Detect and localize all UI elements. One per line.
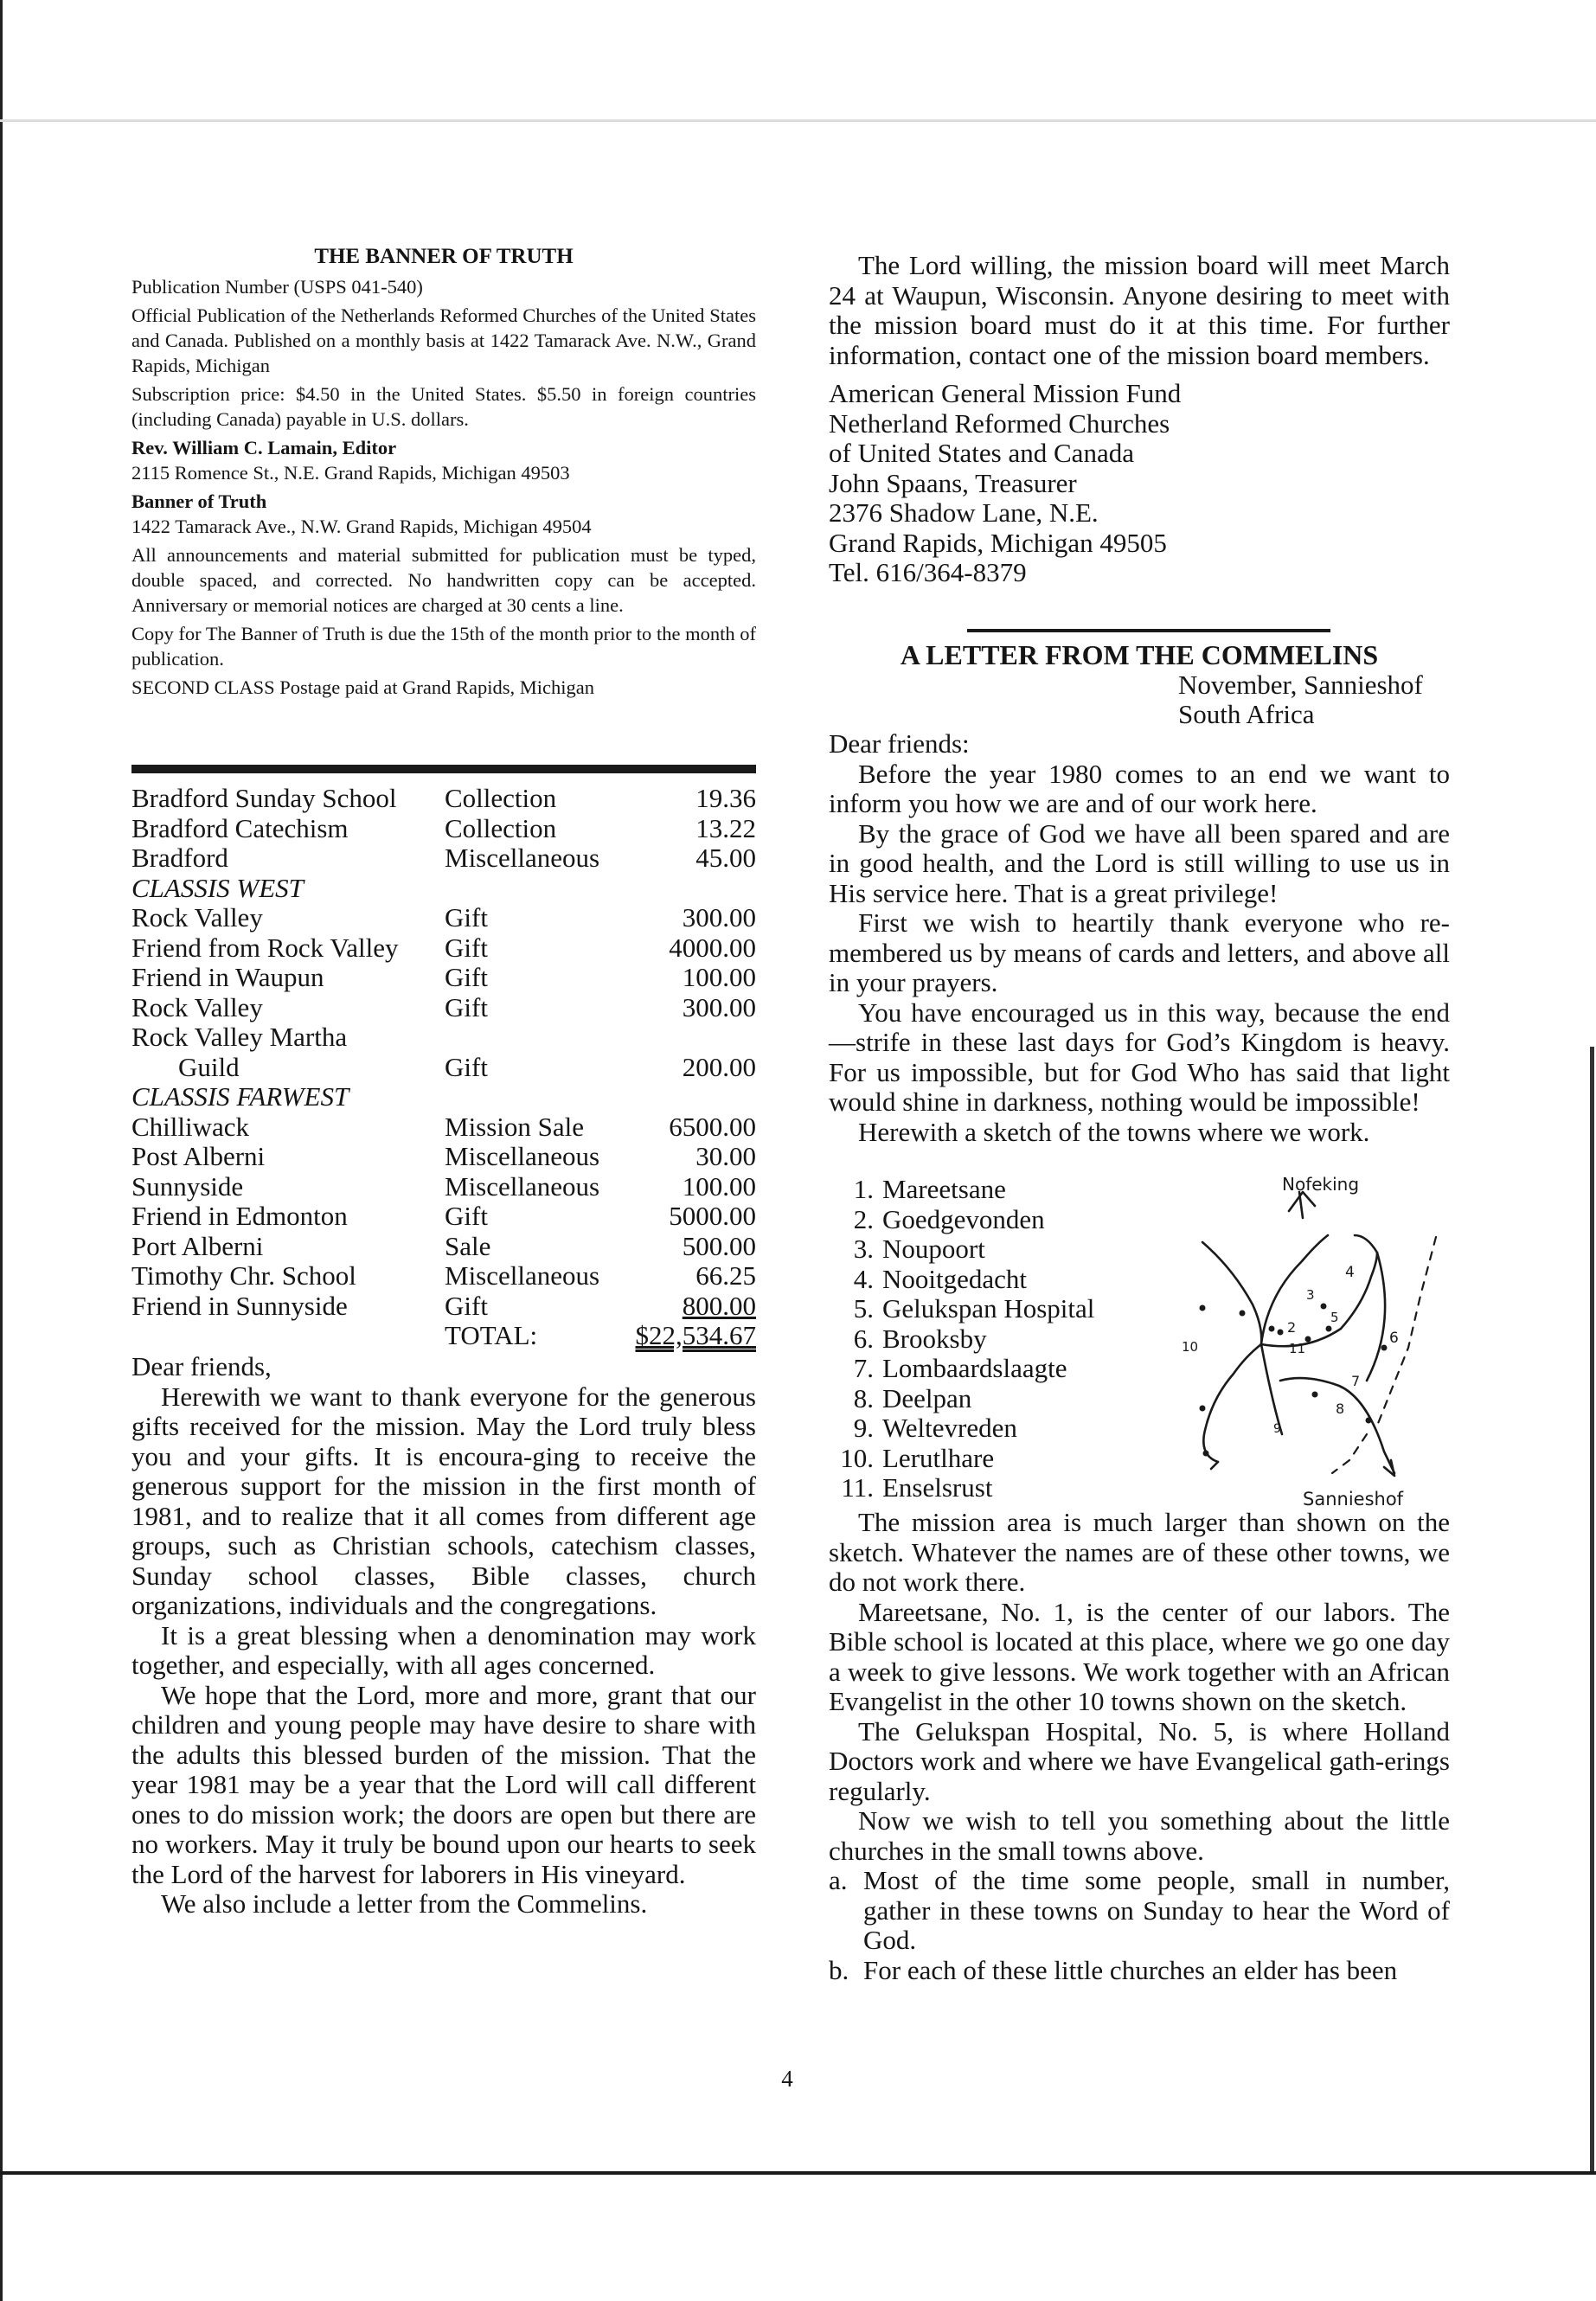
donation-amount <box>626 1022 756 1053</box>
sketch-dashed-road <box>1377 1237 1436 1426</box>
commelins-letter-head <box>829 640 1450 730</box>
town-name: Goedgevonden <box>882 1203 1045 1234</box>
donor-name: Timothy Chr. School <box>131 1260 356 1291</box>
donation-type: Miscellaneous <box>445 1260 600 1291</box>
donor-name: Port Alberni <box>131 1230 264 1261</box>
left-letter-paragraph: It is a great blessing when a denomination may work together, and especially, with all ages concerned. <box>131 1619 756 1680</box>
sketch-road <box>1202 1242 1261 1344</box>
town-name: Enselsrust <box>882 1472 993 1503</box>
donation-amount: 4000.00 <box>669 932 756 963</box>
sketch-south-label: Sannieshof <box>1303 1489 1404 1509</box>
total-spacer <box>131 1321 445 1351</box>
page-right-edge <box>1590 1047 1594 2171</box>
town-name: Brooksby <box>882 1323 987 1354</box>
donation-type: Gift <box>445 1051 488 1082</box>
commelins-paragraph: Mareetsane, No. 1, is the center of our labors. The Bible school is located at this place, where we go one day a week to give lessons. We work together with an African Evangelist in the other 10 towns shown on the sketch. <box>829 1596 1450 1716</box>
commelins-letter-body <box>829 729 1450 1147</box>
donation-row <box>131 1053 756 1083</box>
town-item <box>829 1205 1175 1235</box>
donation-amount: 5000.00 <box>669 1201 756 1231</box>
donation-row <box>131 1142 756 1172</box>
donation-amount: 6500.00 <box>669 1111 756 1142</box>
donation-row <box>131 1112 756 1143</box>
sketch-label-10: 10 <box>1182 1339 1199 1355</box>
donation-amount: 300.00 <box>682 991 756 1022</box>
page-bottom-edge <box>0 2171 1596 2175</box>
sketch-road <box>1203 1344 1261 1462</box>
classis-heading: CLASSIS WEST <box>131 872 304 903</box>
sketch-label-3: 3 <box>1306 1287 1315 1303</box>
town-dot <box>1200 1406 1206 1412</box>
town-name: Gelukspan Hospital <box>882 1293 1095 1324</box>
donations-list <box>131 784 756 1351</box>
town-dot <box>1366 1418 1372 1424</box>
copy-due-note: Copy for The Banner of Truth is due the 15th of the month prior to the month of publication. <box>131 623 756 670</box>
page-left-edge <box>0 0 3 2301</box>
left-letter <box>131 1352 756 1920</box>
donor-name: Friend in Waupun <box>131 962 324 992</box>
donation-type: Miscellaneous <box>445 843 600 873</box>
masthead-rule <box>131 765 756 773</box>
town-number: 6. <box>853 1323 874 1354</box>
commelins-paragraph: Before the year 1980 comes to an end we want to inform you how we are and of our work here. <box>829 758 1450 818</box>
donation-amount: 800.00 <box>682 1290 756 1321</box>
donations-table <box>131 784 756 1351</box>
town-number: 2. <box>853 1203 874 1234</box>
subscription-price: Subscription price: $4.50 in the United States. $5.50 in foreign countries (including Canada) payable in U.S. dollars. <box>131 383 756 430</box>
masthead-title: THE BANNER OF TRUTH <box>314 245 574 268</box>
list-marker: b. <box>829 1954 849 1985</box>
donor-name: Bradford Sunday School <box>131 783 397 813</box>
town-number: 3. <box>853 1234 874 1264</box>
sketch-label-9: 9 <box>1273 1422 1281 1436</box>
donation-row <box>131 933 756 964</box>
left-letter-paragraph: Herewith we want to thank everyone for the generous gifts received for the mission. May the Lord truly bless you and your gifts. It is encoura-ging to receive the generous support for the mission in the first month of 1981, and to realize that it all comes from different age groups, such as Christian schools, catechism classes, Sunday school classes, Bible classes, church organizations, individuals and the congregations. <box>131 1381 756 1620</box>
address-line: Tel. 616/364-8379 <box>829 557 1027 587</box>
donation-amount: 300.00 <box>682 902 756 933</box>
town-dot <box>1200 1305 1206 1311</box>
donation-type: Gift <box>445 902 488 933</box>
address-line: Netherland Reformed Churches <box>829 407 1170 439</box>
town-item <box>829 1265 1175 1295</box>
official-publication: Official Publication of the Netherlands Reformed Churches of the United States and Canada. Published on a monthly basis at 1422 Tamarack Ave. N.W., Grand Rapids, Michigan <box>131 304 756 376</box>
town-name: Noupoort <box>882 1234 985 1264</box>
mission-board-notice <box>829 251 1450 588</box>
donation-type: Miscellaneous <box>445 1170 600 1202</box>
town-name: Weltevreden <box>882 1413 1017 1443</box>
sketch-label-4: 4 <box>1345 1264 1355 1281</box>
donation-amount: 19.36 <box>695 783 756 813</box>
sketch-road <box>1280 1378 1394 1473</box>
commelins-paragraph: By the grace of God we have all been spared and are in good health, and the Lord is still willing to use us in His service here. That is a great privilege! <box>829 817 1450 908</box>
donation-amount: 13.22 <box>695 812 756 843</box>
donation-type: Gift <box>445 962 488 992</box>
town-dot <box>1278 1330 1284 1336</box>
total-amount: $22,534.67 <box>635 1320 756 1350</box>
town-number: 9. <box>853 1413 874 1443</box>
list-text: For each of these little churches an elder has been <box>863 1954 1398 1985</box>
commelins-paragraph: You have encouraged us in this way, because the end—strife in these last days for God’s Kingdom is heavy. For us impossible, but for God Who has said that light would shine in darkness, nothing would be impossible! <box>829 997 1450 1117</box>
donation-type: Gift <box>445 932 488 963</box>
town-dot <box>1305 1336 1311 1343</box>
mission-fund-address <box>829 379 1450 588</box>
left-letter-salutation: Dear friends, <box>131 1351 272 1381</box>
town-dot <box>1240 1311 1246 1317</box>
sketch-label-2: 2 <box>1287 1319 1297 1336</box>
town-item <box>829 1413 1175 1444</box>
donor-name: Friend in Edmonton <box>131 1201 348 1231</box>
page-number: 4 <box>781 2066 793 2092</box>
donation-amount: 30.00 <box>695 1141 756 1171</box>
office-name: Banner of Truth <box>131 490 267 512</box>
left-letter-paragraph: We also include a letter from the Commelins. <box>161 1888 648 1919</box>
church-list-item <box>829 1956 1450 1986</box>
donation-total-row <box>131 1321 756 1351</box>
donor-name: Rock Valley <box>131 902 263 933</box>
town-item <box>829 1354 1175 1384</box>
town-dot <box>1381 1345 1388 1351</box>
donation-type <box>445 1022 626 1053</box>
donor-name: Sunnyside <box>131 1170 244 1202</box>
mission-board-text: The Lord willing, the mission board will meet March 24 at Waupun, Wisconsin. Anyone desiring to meet with the mission board must do it at this time. For further information, contact one of the mission board members. <box>829 250 1450 370</box>
sketch-label-11: 11 <box>1289 1341 1306 1356</box>
donation-row <box>131 784 756 814</box>
donation-type: Mission Sale <box>445 1111 585 1142</box>
section-rule <box>967 629 1330 632</box>
donation-row <box>131 843 756 874</box>
town-dot <box>1269 1326 1275 1332</box>
town-item <box>829 1324 1175 1355</box>
address-line: 2376 Shadow Lane, N.E. <box>829 497 1099 528</box>
donation-row <box>131 1202 756 1232</box>
donation-row <box>131 1232 756 1262</box>
list-marker: a. <box>829 1865 848 1895</box>
towns-sketch-map <box>1151 1175 1453 1516</box>
sketch-road <box>1367 1253 1385 1381</box>
sketch-label-5: 5 <box>1330 1310 1339 1325</box>
town-number: 10. <box>840 1442 874 1473</box>
donation-amount: 100.00 <box>682 1170 756 1202</box>
town-item <box>829 1473 1175 1503</box>
town-item <box>829 1234 1175 1265</box>
address-line: of United States and Canada <box>829 438 1134 468</box>
sketch-label-7: 7 <box>1351 1373 1361 1389</box>
donor-name: Bradford <box>131 843 228 873</box>
donor-name: Bradford Catechism <box>131 812 349 843</box>
town-number: 5. <box>853 1293 874 1324</box>
left-letter-paragraph: We hope that the Lord, more and more, grant that our children and young people may have desire to share with the adults this blessed burden of the mission. That the year 1981 may be a year that the Lord will call different ones to do mission work; the doors are open but there are no workers. May it truly be bound upon our hearts to seek the Lord of the harvest for laborers in His vineyard. <box>131 1679 756 1889</box>
town-number: 1. <box>853 1174 874 1204</box>
town-name: Mareetsane <box>882 1174 1006 1204</box>
sketch-road <box>1211 1462 1218 1469</box>
commelins-paragraph: The mission area is much larger than shown on the sketch. Whatever the names are of these other towns, we do not work there. <box>829 1507 1450 1597</box>
town-number: 4. <box>853 1263 874 1294</box>
letter-date-line: November, Sannieshof <box>1178 669 1423 700</box>
commelins-letter-title: A LETTER FROM THE COMMELINS <box>900 639 1379 670</box>
donor-name: Rock Valley <box>131 991 263 1022</box>
postage-note: SECOND CLASS Postage paid at Grand Rapids, Michigan <box>131 676 594 698</box>
publication-number: Publication Number (USPS 041-540) <box>131 276 423 298</box>
masthead <box>131 244 756 703</box>
town-dot <box>1203 1451 1209 1457</box>
donation-row <box>131 993 756 1023</box>
letter-place-line: South Africa <box>1178 699 1315 729</box>
sketch-dashed-road <box>1332 1434 1367 1473</box>
town-item <box>829 1175 1175 1205</box>
donation-row <box>131 1022 756 1053</box>
town-name: Nooitgedacht <box>882 1263 1028 1294</box>
donation-amount: 500.00 <box>682 1230 756 1261</box>
list-text: Most of the time some people, small in number, gather in these towns on Sunday to hear the Word of God. <box>863 1865 1450 1955</box>
town-item <box>829 1384 1175 1414</box>
donation-type: Miscellaneous <box>445 1141 600 1171</box>
donation-type: Gift <box>445 1201 488 1231</box>
commelins-paragraph: The Gelukspan Hospital, No. 5, is where Holland Doctors work and where we have Evangelical gath-erings regularly. <box>829 1715 1450 1806</box>
donation-row <box>131 1261 756 1292</box>
office-address: 1422 Tamarack Ave., N.W. Grand Rapids, Michigan 49504 <box>131 516 592 537</box>
donor-name: Chilliwack <box>131 1111 250 1142</box>
town-number: 8. <box>853 1382 874 1413</box>
donation-amount: 66.25 <box>695 1260 756 1291</box>
town-name: Deelpan <box>882 1382 972 1413</box>
town-number: 7. <box>853 1353 874 1383</box>
town-name: Lombaardslaagte <box>882 1353 1067 1383</box>
donation-row <box>131 903 756 933</box>
town-name: Lerutlhare <box>882 1442 995 1473</box>
donation-type: Sale <box>445 1230 491 1261</box>
donation-row <box>131 963 756 993</box>
donation-type: Gift <box>445 991 488 1022</box>
sketch-road <box>1355 1235 1377 1253</box>
town-item <box>829 1444 1175 1474</box>
sketch-north-label: Nofeking <box>1282 1175 1360 1195</box>
classis-heading-row <box>131 874 756 904</box>
town-number: 11. <box>841 1472 874 1503</box>
donor-name: Guild <box>178 1051 240 1082</box>
donation-type: Gift <box>445 1290 488 1321</box>
address-line: John Spaans, Treasurer <box>829 467 1077 498</box>
announcements-note: All announcements and material submitted for publication must be typed, double spaced, and corrected. No handwritten copy can be accepted. Anniversary or memorial notices are charged at 30 cents a line. <box>131 544 756 616</box>
town-dot <box>1321 1304 1327 1310</box>
classis-heading: CLASSIS FARWEST <box>131 1081 349 1112</box>
sketch-label-8: 8 <box>1336 1400 1345 1417</box>
commelins-letter-continued <box>829 1508 1450 1985</box>
address-line: Grand Rapids, Michigan 49505 <box>829 527 1167 558</box>
page-top-edge <box>0 119 1596 122</box>
donor-name: Rock Valley Martha <box>131 1022 348 1052</box>
donation-amount: 45.00 <box>695 843 756 873</box>
commelins-paragraph: First we wish to heartily thank everyone who re-membered us by means of cards and letters, and above all in your prayers. <box>829 907 1450 997</box>
editor-name: Rev. William C. Lamain, Editor <box>131 437 397 458</box>
donation-row <box>131 1172 756 1202</box>
donor-name: Friend from Rock Valley <box>131 932 399 963</box>
sketch-road <box>1261 1344 1282 1434</box>
donation-type: Collection <box>445 783 557 813</box>
donation-amount: 200.00 <box>682 1051 756 1082</box>
donation-amount: 100.00 <box>682 962 756 992</box>
total-label: TOTAL: <box>445 1320 538 1350</box>
town-item <box>829 1294 1175 1324</box>
donation-row <box>131 1292 756 1322</box>
donation-type: Collection <box>445 812 557 843</box>
address-line: American General Mission Fund <box>829 378 1182 408</box>
commelins-paragraph: Herewith a sketch of the towns where we work. <box>858 1116 1370 1147</box>
donor-name: Post Alberni <box>131 1141 266 1171</box>
town-dot <box>1312 1392 1318 1398</box>
commelins-paragraph: Now we wish to tell you something about the little churches in the small towns above. <box>829 1805 1450 1866</box>
classis-heading-row <box>131 1082 756 1112</box>
donation-row <box>131 814 756 844</box>
town-dot <box>1326 1326 1332 1332</box>
editor-address: 2115 Romence St., N.E. Grand Rapids, Michigan 49503 <box>131 462 570 484</box>
sketch-label-6: 6 <box>1389 1330 1399 1347</box>
donor-name: Friend in Sunnyside <box>131 1290 348 1321</box>
commelins-salutation: Dear friends: <box>829 728 970 759</box>
towns-list <box>829 1175 1175 1503</box>
church-list-item <box>829 1866 1450 1956</box>
